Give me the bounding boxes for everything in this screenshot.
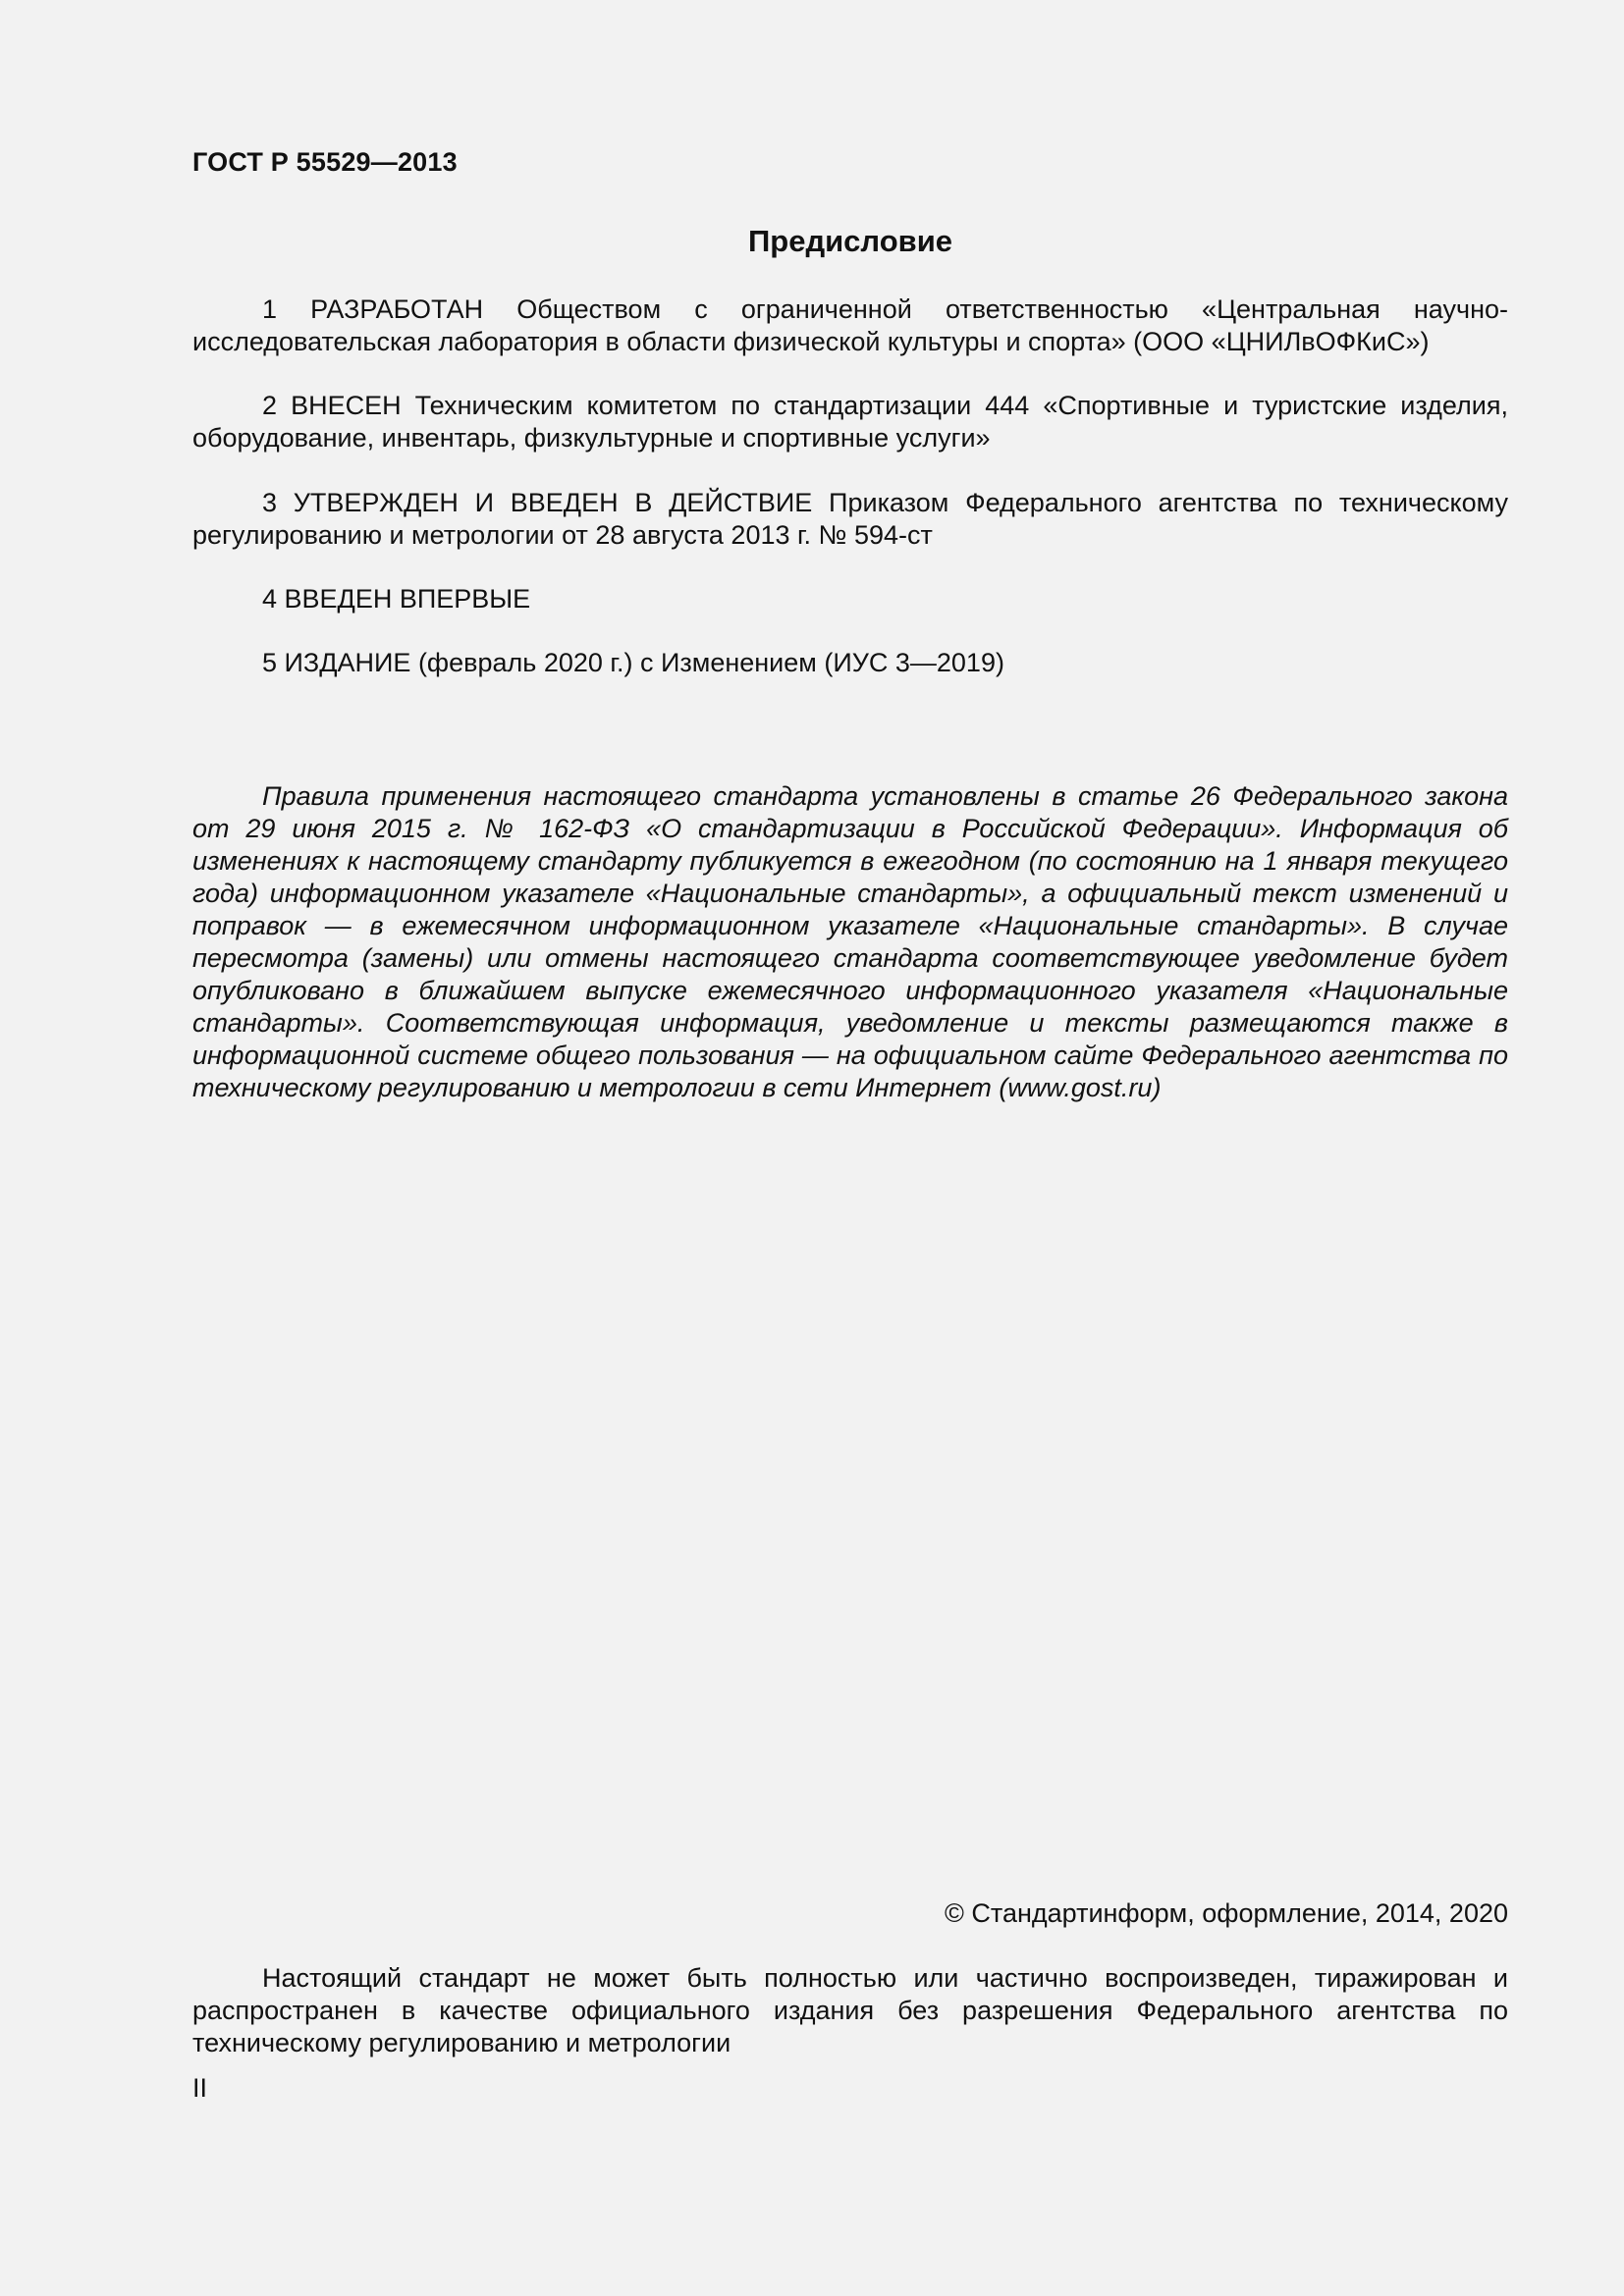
foreword-item-1: 1 РАЗРАБОТАН Обществом с ограниченной ответственностью «Центральная научно-исследовательская лаборатория в области физической культуры и спорта» (ООО «ЦНИЛвОФКиС»): [192, 294, 1508, 356]
document-code: ГОСТ Р 55529—2013: [192, 147, 458, 177]
reproduction-rights-notice: Настоящий стандарт не может быть полностью или частично воспроизведен, тиражирован и распространен в качестве официального издания без разрешения Федерального агентства по техническому регулированию и метрологии: [192, 1963, 1508, 2057]
document-page: [192, 0, 1508, 2296]
foreword-item-3: 3 УТВЕРЖДЕН И ВВЕДЕН В ДЕЙСТВИЕ Приказом Федерального агентства по техническому регулированию и метрологии от 28 августа 2013 г. № 594-ст: [192, 488, 1508, 550]
application-rules-notice: Правила применения настоящего стандарта установлены в статье 26 Федерального закона от 29 июня 2015 г. № 162-ФЗ «О стандартизации в Российской Федерации». Информация об изменениях к настоящему стандарту публикуется в ежегодном (по состоянию на 1 января текущего года) информационном указателе «Национальные стандарты», а официальный текст изменений и поправок — в ежемесячном информационном указателе «Национальные стандарты». В случае пересмотра (замены) или отмены настоящего стандарта соответствующее уведомление будет опубликовано в ближайшем выпуске ежемесячного информационного указателя «Национальные стандарты». Соответствующая информация, уведомление и тексты размещаются также в информационной системе общего пользования — на официальном сайте Федерального агентства по техническому регулированию и метрологии в сети Интернет (www.gost.ru): [192, 781, 1508, 1102]
copyright-line: © Стандартинформ, оформление, 2014, 2020: [945, 1898, 1508, 1928]
foreword-item-5: 5 ИЗДАНИЕ (февраль 2020 г.) с Изменением (ИУС 3—2019): [262, 648, 1004, 677]
foreword-item-2: 2 ВНЕСЕН Техническим комитетом по стандартизации 444 «Спортивные и туристские изделия, оборудование, инвентарь, физкультурные и спортивные услуги»: [192, 391, 1508, 453]
page-number: II: [192, 2073, 208, 2103]
foreword-item-4: 4 ВВЕДЕН ВПЕРВЫЕ: [262, 584, 531, 614]
section-title: Предисловие: [747, 224, 952, 258]
